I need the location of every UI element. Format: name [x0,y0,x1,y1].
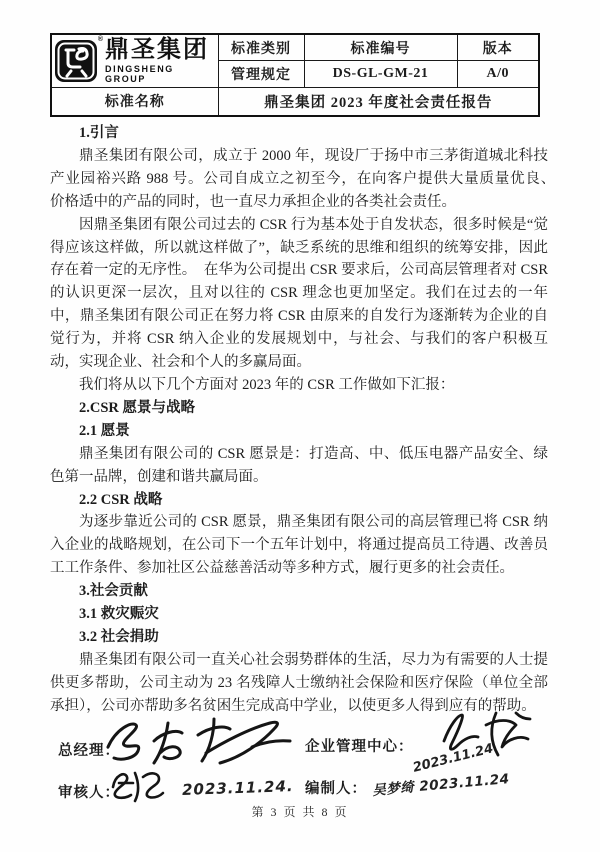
body-paragraph: 我们将从以下几个方面对 2023 年的 CSR 工作做如下汇报： [79,376,455,393]
body-paragraph: 为逐步靠近公司的 CSR 愿景，鼎圣集团有限公司的高层管理已将 CSR 纳入企业的战略规划，在公司下一个五年计划中，将通过提高员工待遇、改善员工工作条件、参加社区公益慈善活动等多种方式，履行更多的社会责任。 [50,514,548,577]
header-table [50,33,540,117]
compiler-label: 编制人： [305,781,367,797]
section-heading: 3.社会贡献 [79,583,148,600]
management-center-label: 企业管理中心： [305,739,414,755]
reviewer-label: 审核人： [58,785,120,801]
company-logo [54,36,216,86]
standard-number-label: 标准编号 [304,34,457,61]
standard-category-value: 管理规定 [218,61,304,88]
page-number: 第 3 页 共 8 页 [251,805,349,819]
general-manager-signature [102,711,297,773]
section-heading: 1.引言 [79,125,119,141]
management-center-date: 2023.11.24 [411,741,495,776]
document-title: 鼎圣集团 2023 年度社会责任报告 [218,88,539,116]
reviewer-signature [105,765,180,803]
signature-area [50,705,550,803]
version-value: A/0 [457,61,539,88]
company-name-cn: 鼎圣集团 [105,36,209,63]
document-body [50,122,563,718]
body-paragraph: 鼎圣集团有限公司一直关心社会弱势群体的生活，尽力为有需要的人士提供更多帮助，公司主动为 23 名残障人士缴纳社会保险和医疗保险（单位全部承担），公司亦帮助多名贫困生完成高中学业，以使更多人得到应有的帮助。 [50,651,548,714]
standard-number-value: DS-GL-GM-21 [304,61,457,88]
section-heading: 2.1 愿景 [79,422,130,439]
body-paragraph: 因鼎圣集团有限公司过去的 CSR 行为基本处于自发状态，很多时候是“觉得应该这样做，所以就这样做了”，缺乏系统的思维和组织的统筹安排，因此存在着一定的无序性。 在华为公司提出 CSR 要求后，公司高层管理者对 CSR 的认识更深一层次，且对以往的 CSR 理念也更加坚定。我们在过去的一年中，鼎圣集团有限公司正在努力将 CSR 由原来的自发行为逐渐转为企业的自觉行为，并将 CSR 纳入企业的发展规划中，与社会、与我们的客户积极互动，实现企业、社会和个人的多赢局面。 [50,216,548,371]
standard-name-label: 标准名称 [51,88,218,116]
version-label: 版本 [457,34,539,61]
reviewer-date: 2023.11.24. [181,777,294,799]
section-heading: 2.CSR 愿景与战略 [79,399,196,416]
dingsheng-logo-icon [54,36,104,83]
registered-trademark-mark: ® [97,36,104,43]
section-heading: 3.1 救灾赈灾 [79,606,159,623]
compiler-name-and-date: 吴梦绮 2023.11.24 [371,771,511,799]
section-heading: 3.2 社会捐助 [79,628,159,645]
body-paragraph: 鼎圣集团有限公司，成立于 2000 年，现设厂于扬中市三茅街道城北科技产业园裕兴路 988 号。公司自成立之初至今，在向客户提供大量质量优良、 价格适中的产品的同时，也一直尽力承担企业的各类社会责任。 [50,147,563,210]
logo-text [105,38,216,84]
company-name-en: DINGSHENG GROUP [105,64,174,84]
body-paragraph: 鼎圣集团有限公司的 CSR 愿景是：打造高、中、低压电器产品安全、绿色第一品牌，创建和谐共赢局面。 [50,445,548,485]
logo-cell [51,34,218,88]
general-manager-label: 总经理： [58,743,120,759]
standard-category-label: 标准类别 [218,34,304,61]
section-heading: 2.2 CSR 战略 [79,491,163,508]
